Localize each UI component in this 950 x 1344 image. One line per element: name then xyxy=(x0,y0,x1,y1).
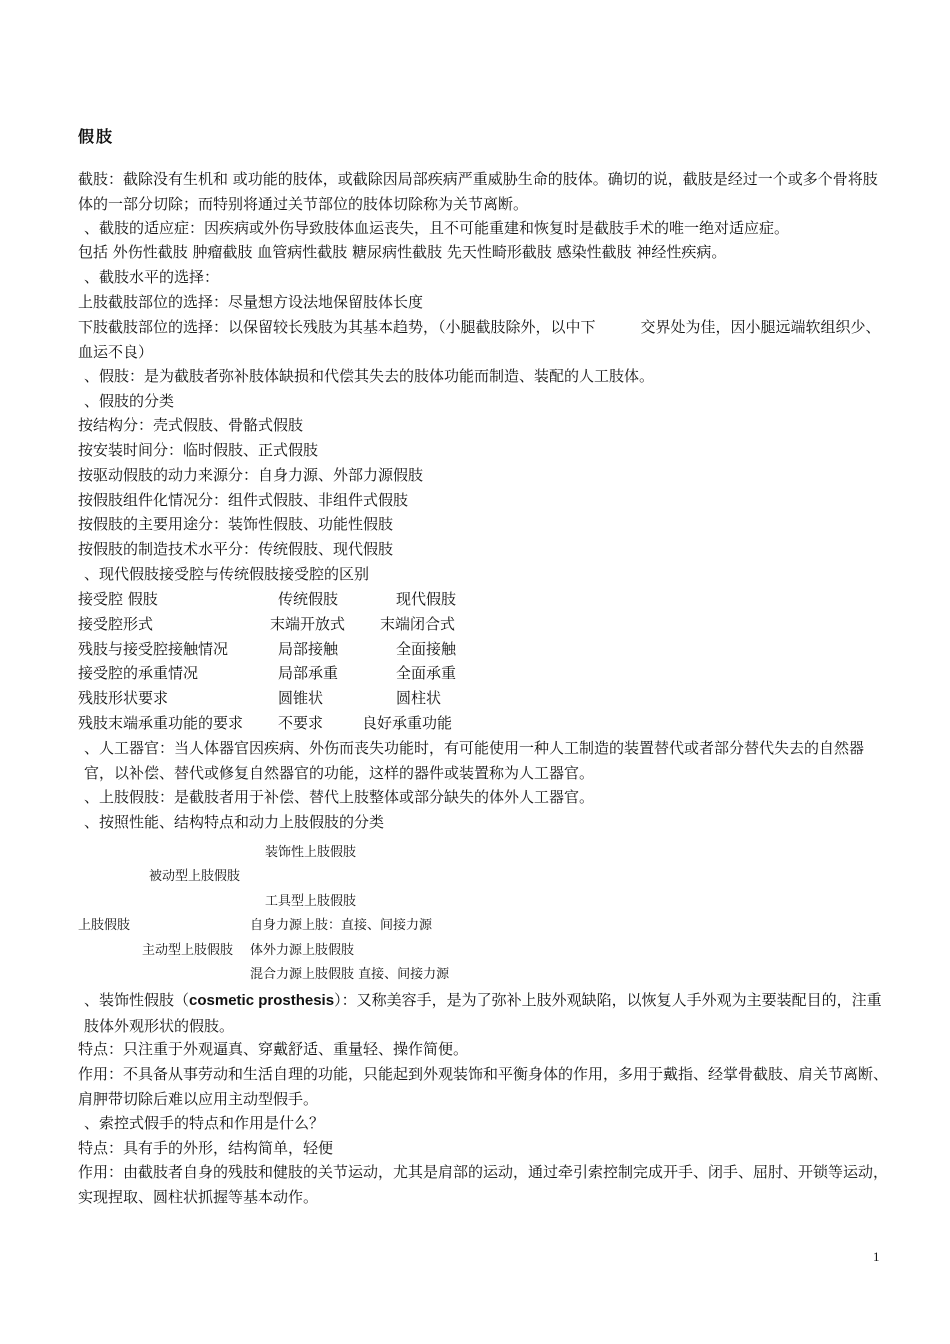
page-number: 1 xyxy=(873,1249,880,1264)
table-cell-modern: 良好承重功能 xyxy=(362,714,453,732)
table-cell-modern: 现代假肢 xyxy=(396,590,457,608)
tree-node-self-power: 自身力源上肢：直接、间接力源 xyxy=(250,918,433,933)
table-cell-traditional: 局部承重 xyxy=(278,664,339,682)
paragraph-by-modularity: 按假肢组件化情况分：组件式假肢、非组件式假肢 xyxy=(78,491,409,509)
paragraph-cable-hand-question: 、索控式假手的特点和作用是什么？ xyxy=(84,1114,325,1132)
table-cell-label: 残肢形状要求 xyxy=(78,689,169,707)
tree-node-tool: 工具型上肢假肢 xyxy=(265,894,357,909)
paragraph-cable-hand-features: 特点：具有手的外形，结构简单，轻便 xyxy=(78,1139,334,1157)
paragraph-by-power-source: 按驱动假肢的动力来源分：自身力源、外部力源假肢 xyxy=(78,466,424,484)
table-cell-label: 残肢末端承重功能的要求 xyxy=(78,714,244,732)
cosmetic-prefix: 、装饰性假肢（ xyxy=(84,991,190,1009)
paragraph-cosmetic-prosthesis xyxy=(84,988,888,1038)
table-cell-label: 接受腔形式 xyxy=(78,615,154,633)
table-cell-traditional: 传统假肢 xyxy=(278,590,339,608)
paragraph-features: 特点：只注重于外观逼真、穿戴舒适、重量轻、操作简便。 xyxy=(78,1040,469,1058)
paragraph-function: 作用：不具备从事劳动和生活自理的功能，只能起到外观装饰和平衡身体的作用，多用于戴指、经掌骨截肢、肩关节离断、肩胛带切除后难以应用主动型假手。 xyxy=(78,1065,889,1108)
tree-node-external-power: 体外力源上肢假肢 xyxy=(250,943,355,958)
table-cell-traditional: 局部接触 xyxy=(278,640,339,658)
paragraph-indications: 、截肢的适应症：因疾病或外伤导致肢体血运丧失，且不可能重建和恢复时是截肢手术的唯一绝对适应症。 xyxy=(84,219,790,237)
paragraph-socket-difference-heading: 、现代假肢接受腔与传统假肢接受腔的区别 xyxy=(84,565,370,583)
table-cell-label: 接受腔的承重情况 xyxy=(78,664,199,682)
paragraph-prosthesis-definition: 、假肢：是为截肢者弥补肢体缺损和代偿其失去的肢体功能而制造、装配的人工肢体。 xyxy=(84,367,655,385)
paragraph-amputation-definition: 截肢：截除没有生机和 或功能的肢体，或截除因局部疾病严重威胁生命的肢体。确切的说，截肢是经过一个或多个骨将肢体的一部分切除；而特别将通过关节部位的肢体切除称为关节离断。 xyxy=(78,170,878,213)
tree-node-hybrid-power: 混合力源上肢假肢 直接、间接力源 xyxy=(250,967,450,982)
cosmetic-latin-term: cosmetic prosthesis xyxy=(189,992,335,1009)
table-cell-traditional: 不要求 xyxy=(278,714,324,732)
table-cell-modern: 圆柱状 xyxy=(396,689,442,707)
tree-node-root: 上肢假肢 xyxy=(78,918,131,933)
paragraph-includes: 包括 外伤性截肢 肿瘤截肢 血管病性截肢 糖尿病性截肢 先天性畸形截肢 感染性截肢 神经性疾病。 xyxy=(78,243,727,261)
paragraph-by-structure: 按结构分：壳式假肢、骨骼式假肢 xyxy=(78,416,304,434)
paragraph-by-use: 按假肢的主要用途分：装饰性假肢、功能性假肢 xyxy=(78,515,394,533)
paragraph-by-technology: 按假肢的制造技术水平分：传统假肢、现代假肢 xyxy=(78,540,394,558)
paragraph-by-fitting-time: 按安装时间分：临时假肢、正式假肢 xyxy=(78,441,319,459)
paragraph-artificial-organ: 、人工器官：当人体器官因疾病、外伤而丧失功能时，有可能使用一种人工制造的装置替代或者部分替代失去的自然器官，以补偿、替代或修复自然器官的功能，这样的器件或装置称为人工器官。 xyxy=(84,739,865,782)
paragraph-upper-limb-prosthesis: 、上肢假肢：是截肢者用于补偿、替代上肢整体或部分缺失的体外人工器官。 xyxy=(84,788,595,806)
table-cell-modern: 全面接触 xyxy=(396,640,457,658)
table-cell-traditional: 末端开放式 xyxy=(270,615,346,633)
tree-node-active: 主动型上肢假肢 xyxy=(142,943,234,958)
table-cell-label: 接受腔 假肢 xyxy=(78,590,158,608)
table-cell-label: 残肢与接受腔接触情况 xyxy=(78,640,229,658)
paragraph-upper-limb-level: 上肢截肢部位的选择：尽量想方设法地保留肢体长度 xyxy=(78,293,424,311)
paragraph-cable-hand-function: 作用：由截肢者自身的残肢和健肢的关节运动，尤其是肩部的运动，通过牵引索控制完成开手、闭手、屈肘、开锁等运动，实现捏取、圆柱状抓握等基本动作。 xyxy=(78,1163,889,1206)
table-cell-modern: 末端闭合式 xyxy=(380,615,456,633)
tree-node-decorative: 装饰性上肢假肢 xyxy=(265,845,357,860)
paragraph-upper-limb-classification: 、按照性能、结构特点和动力上肢假肢的分类 xyxy=(84,813,385,831)
cosmetic-body: ）：又称美容手，是为了弥补上肢外观缺陷，以恢复人手外观为主要装配目的，注重肢体外观形状的假肢。 xyxy=(84,991,882,1035)
paragraph-lower-limb-level: 下肢截肢部位的选择：以保留较长残肢为其基本趋势，（小腿截肢除外，以中下 交界处为佳，因小腿远端软组织少、血运不良） xyxy=(78,318,881,361)
tree-node-passive: 被动型上肢假肢 xyxy=(149,869,241,884)
page-title: 假肢 xyxy=(78,127,115,146)
paragraph-level-selection: 、截肢水平的选择： xyxy=(84,268,220,286)
paragraph-classification-heading: 、假肢的分类 xyxy=(84,392,175,410)
table-cell-modern: 全面承重 xyxy=(396,664,457,682)
table-cell-traditional: 圆锥状 xyxy=(278,689,324,707)
